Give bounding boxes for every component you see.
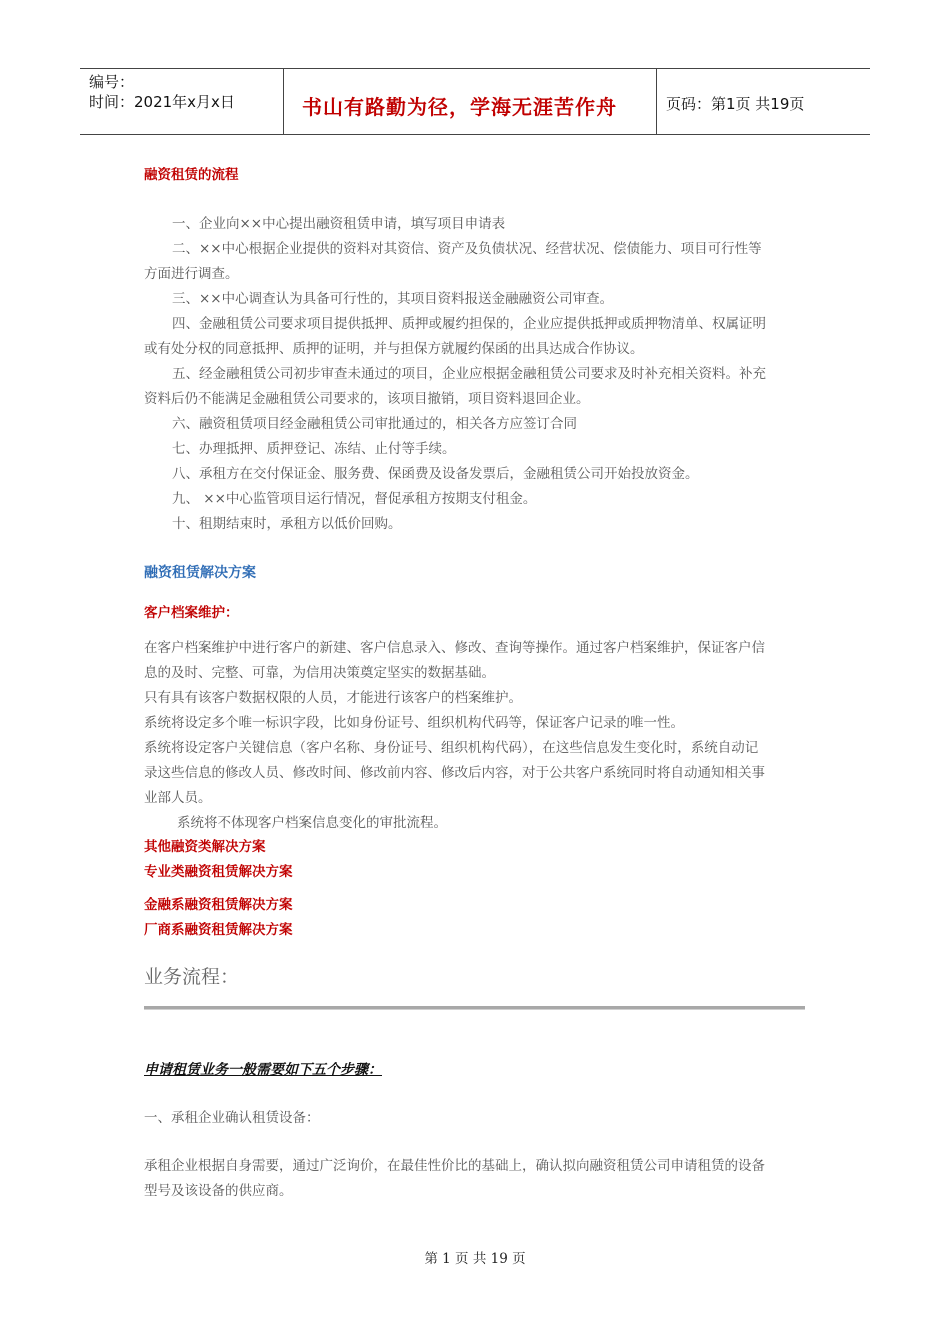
paragraph-line: 型号及该设备的供应商。 [144,1183,293,1199]
steps-heading: 申请租赁业务一般需要如下五个步骤： [144,1062,382,1078]
link-manufacturer-leasing[interactable]: 厂商系融资租赁解决方案 [144,922,293,938]
process-step-cont: 方面进行调查。 [144,266,239,282]
paragraph-line: 业部人员。 [144,790,212,806]
section-title-process: 融资租赁的流程 [144,167,239,183]
process-step: 四、金融租赁公司要求项目提供抵押、质押或履约担保的，企业应提供抵押或质押物清单、权属证明 [172,316,766,332]
header-table [80,68,870,135]
number-label: 编号： [89,73,135,91]
section-title-business-flow: 业务流程： [144,966,240,988]
process-step: 八、承租方在交付保证金、服务费、保函费及设备发票后，金融租赁公司开始投放资金。 [172,466,699,482]
process-step-cont: 或有处分权的同意抵押、质押的证明，并与担保方就履约保函的出具达成合作协议。 [144,341,644,357]
step-title: 一、承租企业确认租赁设备： [144,1110,320,1126]
process-step-cont: 资料后仍不能满足金融租赁公司要求的，该项目撤销，项目资料退回企业。 [144,391,590,407]
header-left-cell [80,69,284,134]
section-title-solution: 融资租赁解决方案 [144,565,256,581]
process-step: 九、 ××中心监管项目运行情况，督促承租方按期支付租金。 [172,491,537,507]
process-step: 一、企业向××中心提出融资租赁申请，填写项目申请表 [172,216,506,232]
process-step: 十、租期结束时，承租方以低价回购。 [172,516,402,532]
subsection-title-customer-archive: 客户档案维护： [144,605,239,621]
paragraph-line: 只有具有该客户数据权限的人员，才能进行该客户的档案维护。 [144,690,522,706]
process-step: 五、经金融租赁公司初步审查未通过的项目，企业应根据金融租赁公司要求及时补充相关资料。补充 [172,366,766,382]
paragraph-line: 息的及时、完整、可靠，为信用决策奠定坚实的数据基础。 [144,665,495,681]
process-step: 六、融资租赁项目经金融租赁公司审批通过的，相关各方应签订合同 [172,416,577,432]
header-page-cell [657,69,870,134]
process-step: 七、办理抵押、质押登记、冻结、止付等手续。 [172,441,456,457]
paragraph-line: 在客户档案维护中进行客户的新建、客户信息录入、修改、查询等操作。通过客户档案维护，保证客户信 [144,640,765,656]
process-step: 三、××中心调查认为具备可行性的，其项目资料报送金融融资公司审查。 [172,291,614,307]
page-footer: 第 1 页 共 19 页 [424,1251,526,1267]
header-motto-cell [284,69,657,134]
process-step: 二、××中心根据企业提供的资料对其资信、资产及负债状况、经营状况、偿债能力、项目可行性等 [172,241,762,257]
section-divider [144,1006,805,1010]
link-financial-leasing[interactable]: 金融系融资租赁解决方案 [144,897,293,913]
page-info: 页码：第1页 共19页 [666,95,805,113]
link-other-financing[interactable]: 其他融资类解决方案 [144,839,266,855]
paragraph-line: 录这些信息的修改人员、修改时间、修改前内容、修改后内容，对于公共客户系统同时将自动通知相关事 [144,765,765,781]
paragraph-line: 系统将设定多个唯一标识字段，比如身份证号、组织机构代码等，保证客户记录的唯一性。 [144,715,684,731]
paragraph-line: 承租企业根据自身需要，通过广泛询价，在最佳性价比的基础上，确认拟向融资租赁公司申请租赁的设备 [144,1158,765,1174]
paragraph-line: 系统将设定客户关键信息（客户名称、身份证号、组织机构代码），在这些信息发生变化时，系统自动记 [144,740,759,756]
link-professional-leasing[interactable]: 专业类融资租赁解决方案 [144,864,293,880]
paragraph-line: 系统将不体现客户档案信息变化的审批流程。 [177,815,447,831]
time-label: 时间：2021年x月x日 [89,93,235,111]
motto: 书山有路勤为径，学海无涯苦作舟 [302,95,617,119]
